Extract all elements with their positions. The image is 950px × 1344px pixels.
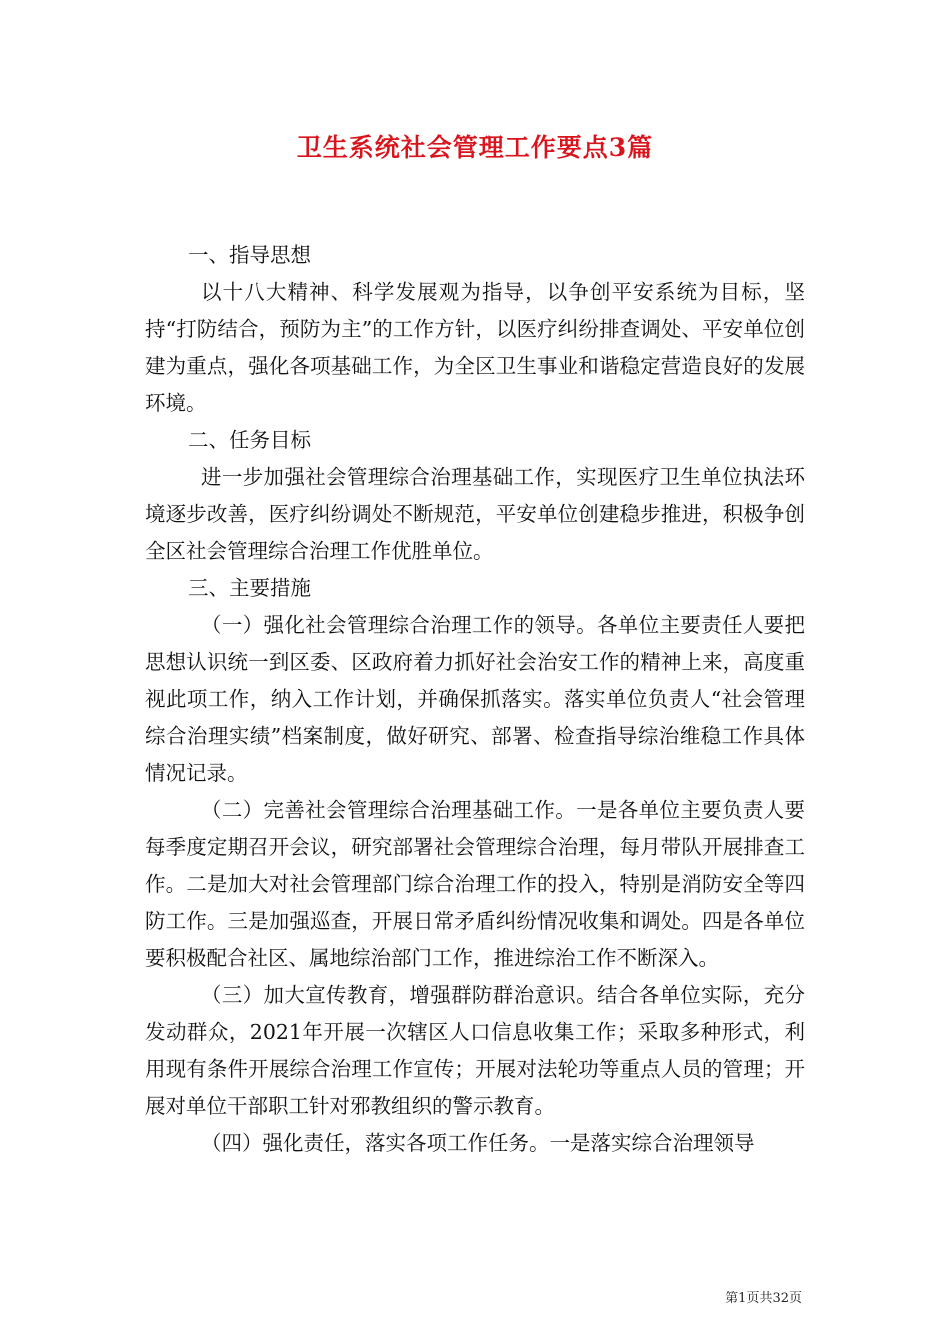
paragraph-measure-4: （四）强化责任，落实各项工作任务。一是落实综合治理领导 bbox=[201, 1131, 755, 1155]
section-heading-guiding-thought: 一、指导思想 bbox=[188, 243, 311, 267]
document-title: 卫生系统社会管理工作要点3篇 bbox=[296, 133, 654, 162]
paragraph-task-goals: 进一步加强社会管理综合治理基础工作，实现医疗卫生单位执法环境逐步改善，医疗纠纷调处不断规范，平安单位创建稳步推进，积极争创全区社会管理综合治理工作优胜单位。 bbox=[145, 465, 805, 563]
paragraph-measure-3: （三）加大宣传教育，增强群防群治意识。结合各单位实际，充分发动群众，2021年开展一次辖区人口信息收集工作；采取多种形式，利用现有条件开展综合治理工作宣传；开展对法轮功等重点人员的管理；开展对单位干部职工针对邪教组织的警示教育。 bbox=[145, 983, 805, 1118]
document-body bbox=[145, 237, 805, 1162]
paragraph-measure-1: （一）强化社会管理综合治理工作的领导。各单位主要责任人要把思想认识统一到区委、区政府着力抓好社会治安工作的精神上来，高度重视此项工作，纳入工作计划，并确保抓落实。落实单位负责人“社会管理综合治理实绩”档案制度，做好研究、部署、检查指导综治维稳工作具体情况记录。 bbox=[145, 613, 805, 785]
section-heading-main-measures: 三、主要措施 bbox=[188, 576, 311, 600]
page-number-footer: 第1页共32页 bbox=[725, 1291, 802, 1306]
paragraph-guiding-thought: 以十八大精神、科学发展观为指导，以争创平安系统为目标，坚持“打防结合，预防为主”的工作方针，以医疗纠纷排查调处、平安单位创建为重点，强化各项基础工作，为全区卫生事业和谐稳定营造良好的发展环境。 bbox=[145, 280, 805, 415]
paragraph-measure-2: （二）完善社会管理综合治理基础工作。一是各单位主要负责人要每季度定期召开会议，研究部署社会管理综合治理，每月带队开展排查工作。二是加大对社会管理部门综合治理工作的投入，特别是消防安全等四防工作。三是加强巡查，开展日常矛盾纠纷情况收集和调处。四是各单位要积极配合社区、属地综治部门工作，推进综治工作不断深入。 bbox=[145, 798, 805, 970]
section-heading-task-goals: 二、任务目标 bbox=[188, 428, 311, 452]
